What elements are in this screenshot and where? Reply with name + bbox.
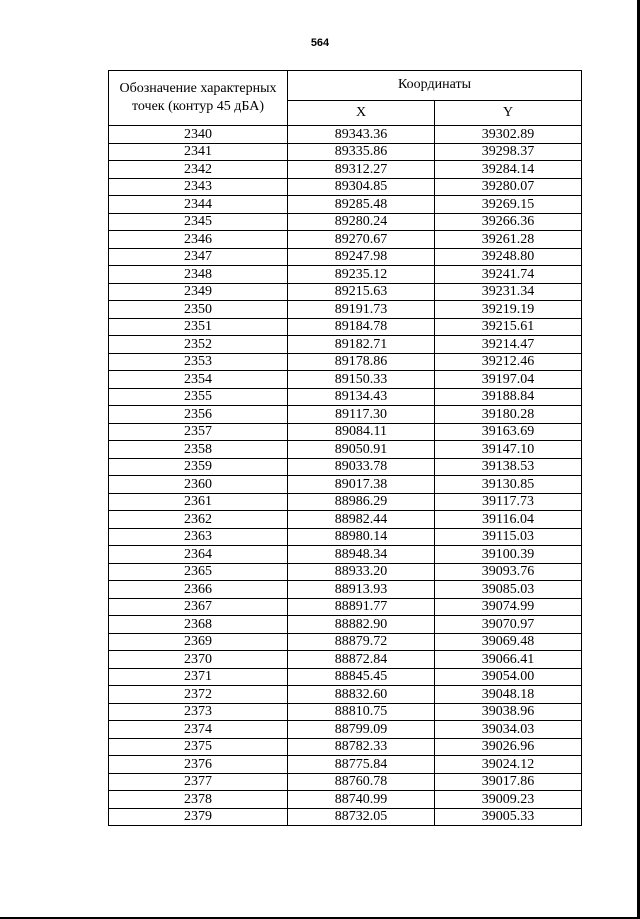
point-id-cell: 2341 (109, 143, 288, 161)
table-row (109, 581, 582, 599)
x-coordinate-cell: 88882.90 (288, 616, 435, 634)
x-coordinate-cell: 89050.91 (288, 441, 435, 459)
point-id-cell: 2352 (109, 336, 288, 354)
x-coordinate-cell: 89280.24 (288, 213, 435, 231)
y-coordinate-cell: 39085.03 (435, 581, 582, 599)
table-row (109, 738, 582, 756)
x-coordinate-cell: 89215.63 (288, 283, 435, 301)
header-x: X (288, 100, 435, 125)
y-coordinate-cell: 39214.47 (435, 336, 582, 354)
table-row (109, 651, 582, 669)
y-coordinate-cell: 39269.15 (435, 196, 582, 214)
point-id-cell: 2354 (109, 371, 288, 389)
point-id-cell: 2376 (109, 756, 288, 774)
x-coordinate-cell: 88913.93 (288, 581, 435, 599)
x-coordinate-cell: 89285.48 (288, 196, 435, 214)
table-row (109, 213, 582, 231)
point-id-cell: 2368 (109, 616, 288, 634)
x-coordinate-cell: 88740.99 (288, 791, 435, 809)
x-coordinate-cell: 88832.60 (288, 686, 435, 704)
y-coordinate-cell: 39034.03 (435, 721, 582, 739)
table-row (109, 178, 582, 196)
x-coordinate-cell: 88891.77 (288, 598, 435, 616)
table-row (109, 336, 582, 354)
x-coordinate-cell: 89134.43 (288, 388, 435, 406)
y-coordinate-cell: 39100.39 (435, 546, 582, 564)
point-id-cell: 2358 (109, 441, 288, 459)
x-coordinate-cell: 89182.71 (288, 336, 435, 354)
x-coordinate-cell: 89343.36 (288, 126, 435, 144)
x-coordinate-cell: 89235.12 (288, 266, 435, 284)
table-row (109, 668, 582, 686)
table-row (109, 598, 582, 616)
y-coordinate-cell: 39298.37 (435, 143, 582, 161)
header-coordinates: Координаты (288, 71, 582, 101)
table-row (109, 126, 582, 144)
table-row (109, 406, 582, 424)
y-coordinate-cell: 39219.19 (435, 301, 582, 319)
y-coordinate-cell: 39180.28 (435, 406, 582, 424)
x-coordinate-cell: 88872.84 (288, 651, 435, 669)
y-coordinate-cell: 39163.69 (435, 423, 582, 441)
point-id-cell: 2353 (109, 353, 288, 371)
point-id-cell: 2372 (109, 686, 288, 704)
point-id-cell: 2348 (109, 266, 288, 284)
x-coordinate-cell: 88760.78 (288, 773, 435, 791)
point-id-cell: 2377 (109, 773, 288, 791)
point-id-cell: 2344 (109, 196, 288, 214)
y-coordinate-cell: 39302.89 (435, 126, 582, 144)
x-coordinate-cell: 89335.86 (288, 143, 435, 161)
table-row (109, 196, 582, 214)
x-coordinate-cell: 88732.05 (288, 808, 435, 826)
x-coordinate-cell: 89270.67 (288, 231, 435, 249)
x-coordinate-cell: 89084.11 (288, 423, 435, 441)
x-coordinate-cell: 88948.34 (288, 546, 435, 564)
table-body (109, 126, 582, 826)
x-coordinate-cell: 89312.27 (288, 161, 435, 179)
point-id-cell: 2366 (109, 581, 288, 599)
x-coordinate-cell: 89304.85 (288, 178, 435, 196)
point-id-cell: 2371 (109, 668, 288, 686)
table-row (109, 371, 582, 389)
point-id-cell: 2367 (109, 598, 288, 616)
y-coordinate-cell: 39231.34 (435, 283, 582, 301)
x-coordinate-cell: 88845.45 (288, 668, 435, 686)
table-row (109, 161, 582, 179)
table-row (109, 773, 582, 791)
point-id-cell: 2364 (109, 546, 288, 564)
table-row (109, 493, 582, 511)
point-id-cell: 2359 (109, 458, 288, 476)
y-coordinate-cell: 39024.12 (435, 756, 582, 774)
table-row (109, 546, 582, 564)
table-row (109, 231, 582, 249)
table-row (109, 423, 582, 441)
x-coordinate-cell: 89117.30 (288, 406, 435, 424)
point-id-cell: 2361 (109, 493, 288, 511)
y-coordinate-cell: 39147.10 (435, 441, 582, 459)
table-row (109, 388, 582, 406)
table-row (109, 476, 582, 494)
y-coordinate-cell: 39197.04 (435, 371, 582, 389)
x-coordinate-cell: 88879.72 (288, 633, 435, 651)
point-id-cell: 2351 (109, 318, 288, 336)
y-coordinate-cell: 39009.23 (435, 791, 582, 809)
table-row (109, 458, 582, 476)
y-coordinate-cell: 39280.07 (435, 178, 582, 196)
x-coordinate-cell: 88980.14 (288, 528, 435, 546)
y-coordinate-cell: 39261.28 (435, 231, 582, 249)
x-coordinate-cell: 88986.29 (288, 493, 435, 511)
point-id-cell: 2365 (109, 563, 288, 581)
y-coordinate-cell: 39066.41 (435, 651, 582, 669)
x-coordinate-cell: 89191.73 (288, 301, 435, 319)
table-row (109, 703, 582, 721)
y-coordinate-cell: 39005.33 (435, 808, 582, 826)
point-id-cell: 2379 (109, 808, 288, 826)
x-coordinate-cell: 88782.33 (288, 738, 435, 756)
y-coordinate-cell: 39017.86 (435, 773, 582, 791)
point-id-cell: 2363 (109, 528, 288, 546)
page-number: 564 (310, 37, 330, 49)
point-id-cell: 2370 (109, 651, 288, 669)
table-row (109, 528, 582, 546)
header-point-label: Обозначение характерных точек (контур 45 дБА) (109, 71, 288, 126)
table-row (109, 283, 582, 301)
point-id-cell: 2343 (109, 178, 288, 196)
point-id-cell: 2355 (109, 388, 288, 406)
y-coordinate-cell: 39138.53 (435, 458, 582, 476)
table-row (109, 318, 582, 336)
y-coordinate-cell: 39115.03 (435, 528, 582, 546)
x-coordinate-cell: 89033.78 (288, 458, 435, 476)
x-coordinate-cell: 89017.38 (288, 476, 435, 494)
point-id-cell: 2374 (109, 721, 288, 739)
table-row (109, 808, 582, 826)
table-row (109, 301, 582, 319)
y-coordinate-cell: 39117.73 (435, 493, 582, 511)
table-row (109, 563, 582, 581)
point-id-cell: 2362 (109, 511, 288, 529)
x-coordinate-cell: 88933.20 (288, 563, 435, 581)
point-id-cell: 2345 (109, 213, 288, 231)
point-id-cell: 2346 (109, 231, 288, 249)
point-id-cell: 2350 (109, 301, 288, 319)
y-coordinate-cell: 39266.36 (435, 213, 582, 231)
point-id-cell: 2378 (109, 791, 288, 809)
x-coordinate-cell: 89184.78 (288, 318, 435, 336)
point-id-cell: 2356 (109, 406, 288, 424)
y-coordinate-cell: 39048.18 (435, 686, 582, 704)
y-coordinate-cell: 39130.85 (435, 476, 582, 494)
point-id-cell: 2360 (109, 476, 288, 494)
y-coordinate-cell: 39215.61 (435, 318, 582, 336)
point-id-cell: 2357 (109, 423, 288, 441)
y-coordinate-cell: 39054.00 (435, 668, 582, 686)
y-coordinate-cell: 39116.04 (435, 511, 582, 529)
table-row (109, 756, 582, 774)
x-coordinate-cell: 89150.33 (288, 371, 435, 389)
table-row (109, 791, 582, 809)
table-row (109, 143, 582, 161)
point-id-cell: 2369 (109, 633, 288, 651)
y-coordinate-cell: 39069.48 (435, 633, 582, 651)
x-coordinate-cell: 88982.44 (288, 511, 435, 529)
y-coordinate-cell: 39038.96 (435, 703, 582, 721)
point-id-cell: 2373 (109, 703, 288, 721)
table-row (109, 353, 582, 371)
table-row (109, 686, 582, 704)
y-coordinate-cell: 39284.14 (435, 161, 582, 179)
coordinates-table (108, 70, 582, 826)
table-row (109, 511, 582, 529)
x-coordinate-cell: 89178.86 (288, 353, 435, 371)
x-coordinate-cell: 88799.09 (288, 721, 435, 739)
y-coordinate-cell: 39188.84 (435, 388, 582, 406)
y-coordinate-cell: 39074.99 (435, 598, 582, 616)
table-row (109, 266, 582, 284)
x-coordinate-cell: 89247.98 (288, 248, 435, 266)
table-row (109, 721, 582, 739)
point-id-cell: 2347 (109, 248, 288, 266)
y-coordinate-cell: 39093.76 (435, 563, 582, 581)
point-id-cell: 2375 (109, 738, 288, 756)
x-coordinate-cell: 88775.84 (288, 756, 435, 774)
table-row (109, 248, 582, 266)
table-row (109, 633, 582, 651)
y-coordinate-cell: 39070.97 (435, 616, 582, 634)
point-id-cell: 2340 (109, 126, 288, 144)
header-y: Y (435, 100, 582, 125)
y-coordinate-cell: 39248.80 (435, 248, 582, 266)
point-id-cell: 2349 (109, 283, 288, 301)
y-coordinate-cell: 39026.96 (435, 738, 582, 756)
point-id-cell: 2342 (109, 161, 288, 179)
x-coordinate-cell: 88810.75 (288, 703, 435, 721)
table-row (109, 441, 582, 459)
y-coordinate-cell: 39241.74 (435, 266, 582, 284)
table-row (109, 616, 582, 634)
y-coordinate-cell: 39212.46 (435, 353, 582, 371)
